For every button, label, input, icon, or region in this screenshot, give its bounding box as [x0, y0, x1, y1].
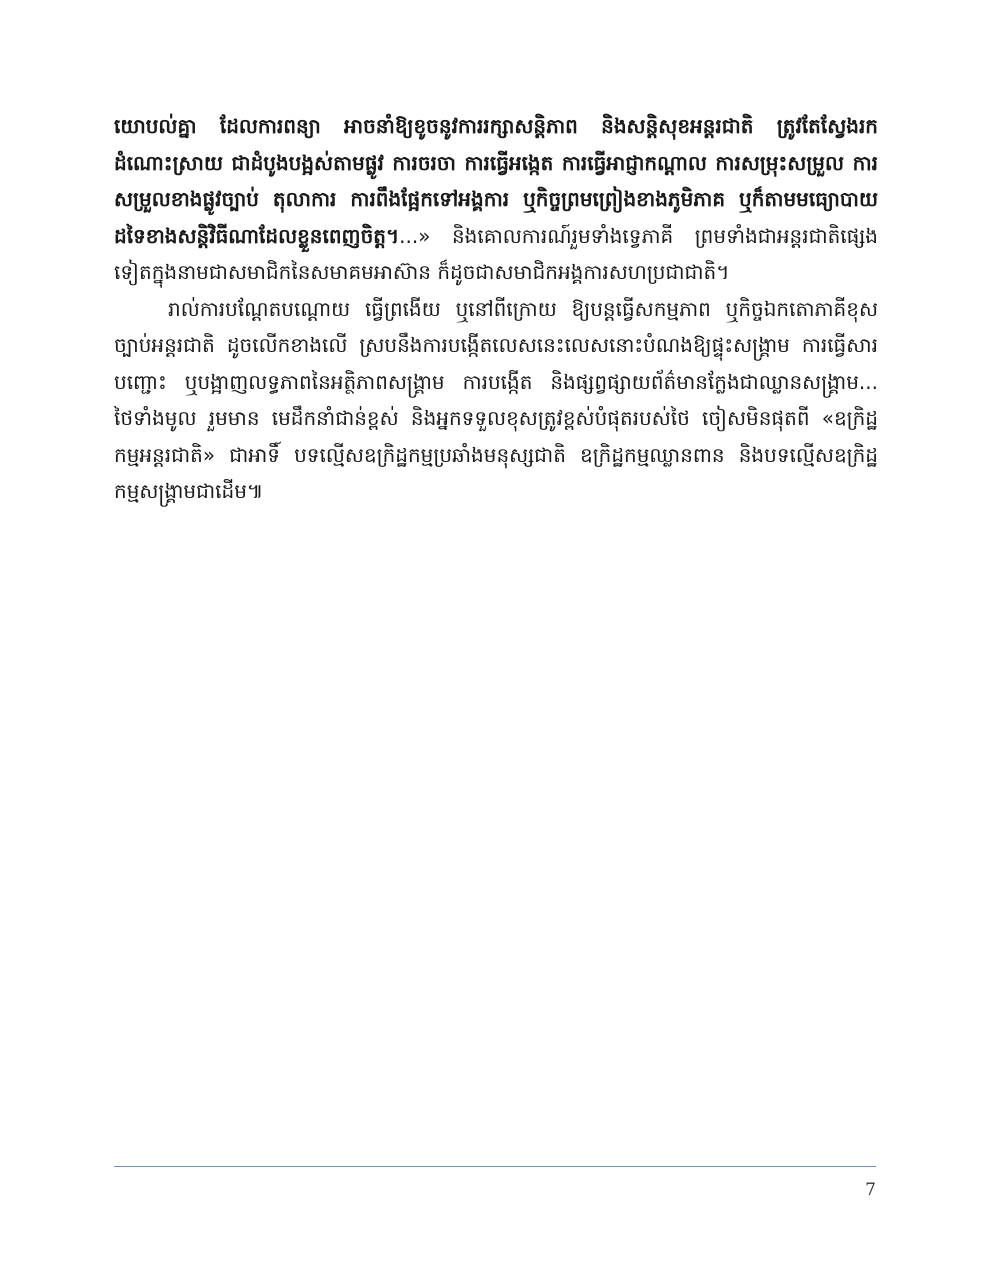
- paragraph-2-line-4: ថៃទាំងមូល រួមមាន មេដឹកនាំជាន់ខ្ពស់ និងអ្នកទទួលខុសត្រូវខ្ពស់បំផុតរបស់ថៃ ចៀសមិនផុតពី «ឧក្រិដ្ឋ: [114, 406, 878, 430]
- paragraph-2-line-6: កម្មសង្គ្រាមជាដើម៕: [114, 479, 264, 503]
- paragraph-1-line-1: យោបល់គ្នា ដែលការពន្យា អាចនាំឱ្យខូចនូវការរក្សាសន្តិភាព និងសន្តិសុខអន្តរជាតិ ត្រូវតែស្វែងរក: [114, 114, 878, 138]
- paragraph-2-line-1: រាល់ការបណ្តែតបណ្តោយ ធ្វើព្រងើយ ឬនៅពីក្រោយ ឱ្យបន្តធ្វើសកម្មភាព ឬកិច្ចឯកតោភាគីខុស: [168, 296, 878, 321]
- paragraph-2: [114, 291, 878, 510]
- paragraph-1-line-4-rest: ...» និងគោលការណ៍រួមទាំងទ្វេភាគី ព្រមទាំងជាអន្តរជាតិផ្សេង: [399, 223, 878, 248]
- body-text: [114, 108, 878, 510]
- paragraph-2-line-5: កម្មអន្តរជាតិ» ជាអាទិ៍ បទល្មើសឧក្រិដ្ឋកម្មប្រឆាំងមនុស្សជាតិ ឧក្រិដ្ឋកម្មឈ្លានពាន និងបទល្មើសឧក្រិដ្ឋ: [114, 442, 878, 467]
- paragraph-1-line-4-bold: ដទៃខាងសន្តិវិធីណាដែលខ្លួនពេញចិត្ត។: [114, 223, 400, 248]
- paragraph-1-line-3: សម្រួលខាងផ្លូវច្បាប់ តុលាការ ការពឹងផ្អែកទៅអង្គការ ឬកិច្ចព្រមព្រៀងខាងភូមិភាគ ឬក៏តាមមធ្យោបាយ: [114, 187, 878, 211]
- paragraph-1-line-4: [114, 218, 878, 255]
- footer-divider: [114, 1166, 876, 1167]
- paragraph-2-line-2: ច្បាប់អន្តរជាតិ ដូចលើកខាងលើ ស្របនឹងការបង្កើតលេសនេះលេសនោះបំណងឱ្យផ្ទុះសង្គ្រាម ការធ្វើសារ: [114, 333, 878, 357]
- paragraph-2-line-3: បញ្ជោះ ឬបង្អាញលទ្ធភាពនៃអត្ថិភាពសង្គ្រាម ការបង្កើត និងផ្សព្វផ្សាយព័ត៌មានក្លែងជាឈ្លានសង្គ្រាម...: [114, 369, 878, 394]
- paragraph-1-line-2: ដំណោះស្រាយ ជាដំបូងបង្អស់តាមផ្លូវ ការចរចា ការធ្វើអង្កេត ការធ្វើអាជ្ញាកណ្តាល ការសម្រុះសម្រួល ការ: [114, 150, 878, 175]
- paragraph-1-line-5: ទៀតក្នុងនាមជាសមាជិកនៃសមាគមអាស៊ាន ក៏ដូចជាសមាជិកអង្គការសហប្រជាជាតិ។: [114, 260, 730, 284]
- page-number: 7: [865, 1180, 876, 1200]
- paragraph-1: [114, 108, 878, 291]
